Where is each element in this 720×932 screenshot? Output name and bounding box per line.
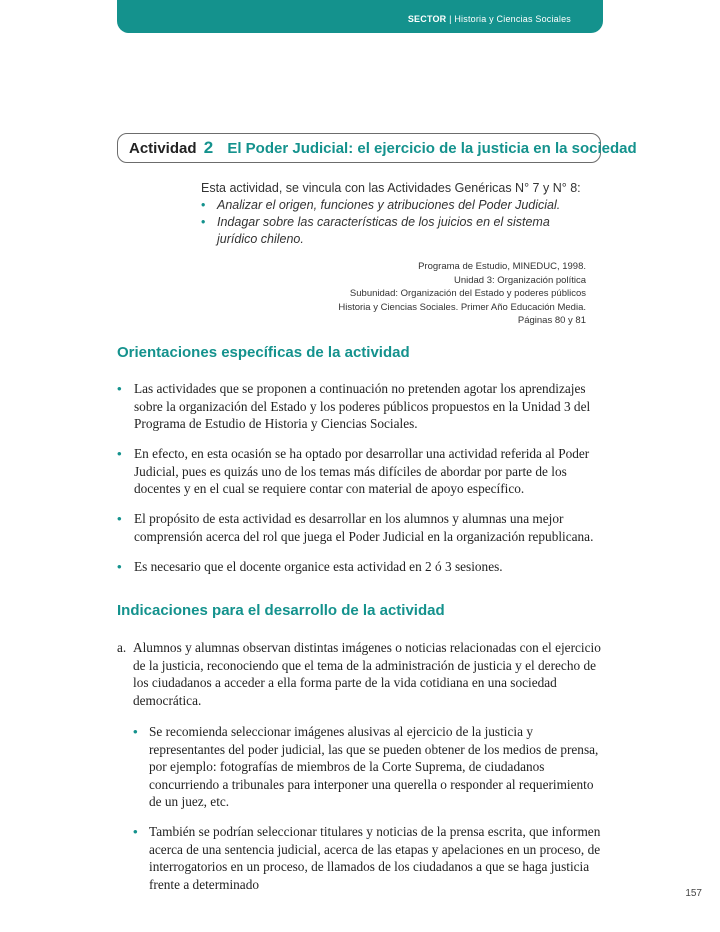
page-number: 157 (685, 888, 702, 899)
source-line: Páginas 80 y 81 (517, 315, 586, 326)
sector-label: SECTOR (407, 14, 447, 24)
intro-list (201, 197, 588, 248)
source-reference (338, 260, 586, 328)
step-a (117, 639, 603, 709)
activity-title: El Poder Judicial: el ejercicio de la justicia en la sociedad (227, 140, 637, 157)
activity-number: 2 (203, 138, 214, 157)
orientacion-item: • El propósito de esta actividad es desarrollar en los alumnos y alumnas una mejor comprensión acerca del rol que juega el Poder Judicial en la organización republicana. (117, 510, 603, 545)
step-a-subitems (117, 723, 603, 893)
orientaciones-heading: Orientaciones específicas de la actividad (117, 344, 410, 361)
orientaciones-list (117, 380, 603, 588)
header-sector (408, 14, 571, 24)
step-text: Alumnos y alumnas observan distintas imágenes o noticias relacionadas con el ejercicio de la justicia, reconociendo que el tema de la administración de justicia y el derecho de los ciudadanos a acceder a ella forma parte de la vida cotidiana en una sociedad democrática. (133, 640, 601, 708)
header-separator: | (449, 14, 452, 24)
activity-title-box (117, 133, 637, 163)
header-band (117, 0, 603, 33)
source-line: Unidad 3: Organización política (453, 274, 586, 286)
step-letter: a. (117, 640, 127, 655)
step-subitem: • Se recomienda seleccionar imágenes alusivas al ejercicio de la justicia y representantes del poder judicial, las que se pueden obtener de los medios de prensa, por ejemplo: fotografías de miembros de la Corte Suprema, de ciudadanos concurriendo a tribunales para interponer una querella o responder al requerimiento de un juez, etc. (133, 723, 603, 811)
intro-item: • Indagar sobre las características de los juicios en el sistema jurídico chileno. (201, 214, 588, 248)
source-line: Programa de Estudio, MINEDUC, 1998. (418, 261, 586, 272)
intro-item: • Analizar el origen, funciones y atribuciones del Poder Judicial. (201, 197, 588, 214)
orientacion-item: • En efecto, en esta ocasión se ha optado por desarrollar una actividad referida al Poder Judicial, pues es quizás uno de los temas más difíciles de abordar por parte de los docentes y en el cual se requiere contar con material de apoyo específico. (117, 445, 603, 498)
orientacion-item: • Es necesario que el docente organice esta actividad en 2 ó 3 sesiones. (117, 558, 603, 576)
orientacion-item: • Las actividades que se proponen a continuación no pretenden agotar los aprendizajes sobre la organización del Estado y los poderes públicos propuestos en la Unidad 3 del Programa de Estudio de Historia y Ciencias Sociales. (117, 380, 603, 433)
activity-label: Actividad (129, 140, 197, 157)
source-line: Subunidad: Organización del Estado y poderes públicos (349, 288, 586, 299)
activity-intro (201, 180, 588, 248)
intro-lead: Esta actividad, se vincula con las Actividades Genéricas N° 7 y N° 8: (201, 181, 581, 195)
step-subitem: • También se podrían seleccionar titulares y noticias de la prensa escrita, que informen acerca de una sentencia judicial, acerca de las etapas y apelaciones en un proceso, de interrogatorios en un proceso, de llamados de los ciudadanos a que se haga justicia frente a determinado (133, 823, 603, 893)
indicaciones-heading: Indicaciones para el desarrollo de la actividad (117, 602, 445, 619)
indicaciones-steps (117, 639, 603, 906)
subject-label: Historia y Ciencias Sociales (454, 14, 571, 24)
source-line: Historia y Ciencias Sociales. Primer Año Educación Media. (338, 301, 586, 313)
